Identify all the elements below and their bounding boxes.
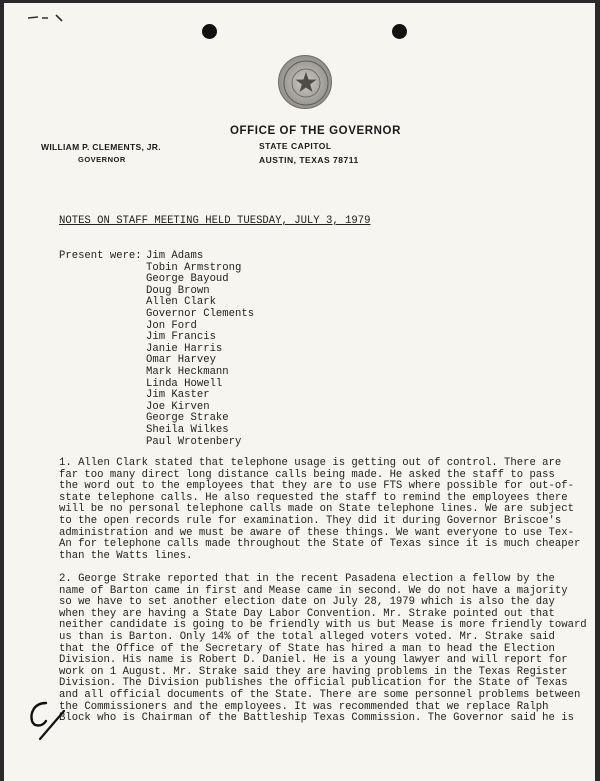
corner-mark <box>26 9 66 17</box>
attendee: Jim Francis <box>146 331 216 344</box>
paragraph-line: administration and we must be aware of these things. We want everyone to use Tex- <box>59 526 574 539</box>
paragraph-line: so we have to set another election date on July 28, 1979 which is also the day <box>59 596 555 609</box>
paragraph-line: the word out to the employees that they are to use FTS where possible for out-of- <box>59 480 574 493</box>
paragraph-line: and all official documents of the State. There are some personnel problems between <box>59 688 581 701</box>
attendee: Jon Ford <box>146 319 197 332</box>
attendee: Sheila Wilkes <box>146 423 229 436</box>
paragraph-line: will be no personal telephone calls made on State telephone lines. We are subject <box>59 503 574 516</box>
attendee: Paul Wrotenbery <box>146 435 242 448</box>
paragraph-line: work on 1 August. Mr. Strake said they are having problems in the Texas Register <box>59 665 568 678</box>
paragraph-line: Division. His name is Robert D. Daniel. He is a young lawyer and will report for <box>59 654 568 667</box>
attendee: George Strake <box>146 412 229 425</box>
attendee: Tobin Armstrong <box>146 261 242 274</box>
memo-heading: NOTES ON STAFF MEETING HELD TUESDAY, JULY 3, 1979 <box>59 215 371 227</box>
document-page <box>4 3 595 781</box>
paragraph-line: Division. The Division publishes the official publication for the State of Texas <box>59 677 568 690</box>
attendee: Joe Kirven <box>146 400 210 413</box>
paragraph-line: to the open records rule for examination. They did it during Governor Briscoe's <box>59 514 562 527</box>
handwritten-mark-icon <box>26 699 70 750</box>
attendee: George Bayoud <box>146 273 229 286</box>
paragraph-line: name of Barton came in first and Mease came in second. We do not have a majority <box>59 584 568 597</box>
attendee: Omar Harvey <box>146 354 216 367</box>
paragraph-line: neither candidate is going to be friendly with us but Mease is more friendly toward <box>59 619 587 632</box>
paragraph-1 <box>59 458 579 562</box>
paragraph-line: 1. Allen Clark stated that telephone usage is getting out of control. There are <box>59 457 562 469</box>
office-city: AUSTIN, TEXAS 78711 <box>259 155 359 165</box>
paragraph-line: us than is Barton. Only 14% of the total alleged voters voted. Mr. Strake said <box>59 630 555 643</box>
paragraph-2 <box>59 573 587 725</box>
paragraph-line: far too many direct long distance calls being made. He asked the staff to pass <box>59 468 555 481</box>
attendee-list <box>146 251 254 448</box>
paragraph-line: An for telephone calls made throughout the State of Texas since it is much cheaper <box>59 538 581 551</box>
paragraph-line: than the Watts lines. <box>59 549 193 562</box>
attendee: Jim Kaster <box>146 389 210 402</box>
paragraph-line: 2. George Strake reported that in the recent Pasadena election a fellow by the <box>59 573 555 585</box>
paragraph-line: state telephone calls. He also requested the staff to remind the employees there <box>59 491 568 504</box>
punch-hole-left <box>202 24 217 39</box>
attendee: Linda Howell <box>146 377 223 390</box>
attendee: Doug Brown <box>146 284 210 297</box>
attendee: Mark Heckmann <box>146 365 229 378</box>
paragraph-line: that the Office of the Secretary of State has hired a man to head the Election <box>59 642 555 655</box>
paragraph-line: when they are having a State Day Labor Convention. Mr. Strake pointed out that <box>59 607 555 620</box>
governor-name: WILLIAM P. CLEMENTS, JR. <box>41 142 161 152</box>
attendee: Janie Harris <box>146 342 223 355</box>
governor-title: GOVERNOR <box>78 155 126 164</box>
state-seal-icon <box>278 55 332 109</box>
attendee: Jim Adams <box>146 250 204 262</box>
paragraph-line: the Commissioners and the employees. It was recommended that we replace Ralph <box>59 700 549 713</box>
paragraph-line: Block who is Chairman of the Battleship Texas Commission. The Governor said he is <box>59 712 574 725</box>
attendee: Allen Clark <box>146 296 216 309</box>
punch-hole-right <box>392 24 407 39</box>
present-label: Present were: <box>59 250 142 262</box>
office-title: OFFICE OF THE GOVERNOR <box>230 125 402 137</box>
attendee: Governor Clements <box>146 307 255 320</box>
office-building: STATE CAPITOL <box>259 141 332 151</box>
